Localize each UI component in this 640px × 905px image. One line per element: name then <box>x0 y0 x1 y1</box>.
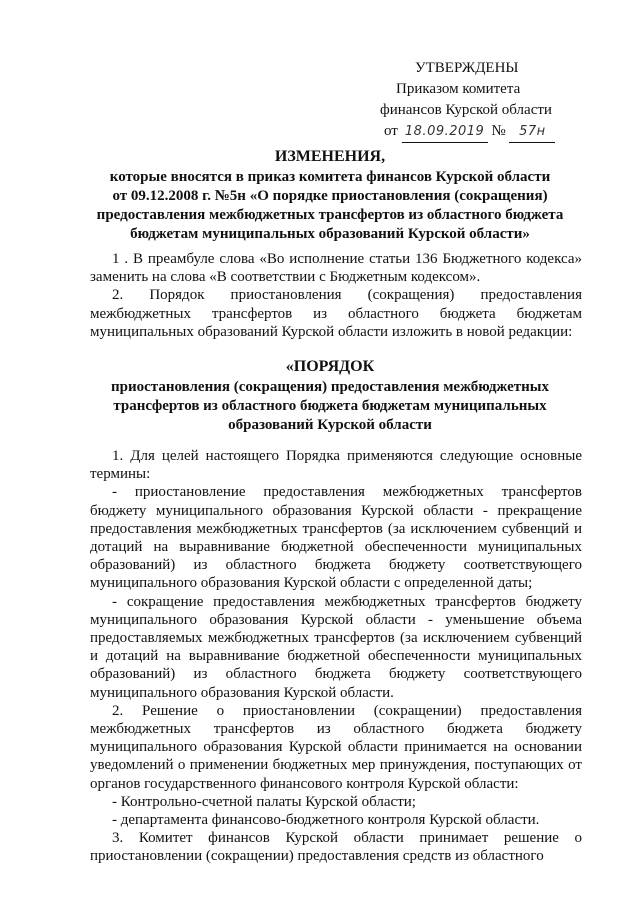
changes-subtitle-line: предоставления межбюджетных трансфертов из областного бюджета <box>96 207 564 223</box>
body-paragraph: 3. Комитет финансов Курской области принимает решение о приостановлении (сокращении) предоставления средств из областного <box>90 830 582 865</box>
body-paragraph: 1. Для целей настоящего Порядка применяются следующие основные термины: <box>90 448 582 483</box>
changes-subtitle-line: бюджетам муниципальных образований Курской области» <box>130 226 530 242</box>
handwritten-date: 18.09.2019 <box>402 121 488 143</box>
order-subtitle-line: образований Курской области <box>228 417 432 433</box>
changes-subtitle-line: которые вносятся в приказ комитета финансов Курской области <box>109 169 551 185</box>
order-subtitle <box>60 378 600 435</box>
from-label: от <box>384 123 398 139</box>
changes-subtitle-line: от 09.12.2008 г. №5н «О порядке приостановления (сокращения) <box>112 188 548 204</box>
number-label: № <box>491 123 506 139</box>
intro-paragraph-2: 2. Порядок приостановления (сокращения) предоставления межбюджетных трансфертов из областного бюджета бюджетам муниципальных образований Курской области изложить в новой редакции: <box>90 287 582 340</box>
approved-date-number <box>370 121 590 143</box>
approval-stamp-block <box>370 58 590 143</box>
order-body <box>90 447 582 866</box>
approved-by-order: Приказом комитета <box>396 81 521 97</box>
body-paragraph: 2. Решение о приостановлении (сокращении) предоставления межбюджетных трансфертов из областного бюджета бюджету муниципального образования Курской области принимается на основании уведомлений о применении бюджетных мер принуждения, поступающих от органов государственного финансового контроля Курской области: <box>90 702 582 792</box>
body-paragraph: - Контрольно-счетной палаты Курской области; <box>112 793 416 810</box>
changes-title: ИЗМЕНЕНИЯ, <box>274 148 386 165</box>
order-title: «ПОРЯДОК <box>285 358 375 375</box>
order-subtitle-line: трансфертов из областного бюджета бюджетам муниципальных <box>113 398 547 414</box>
body-paragraph: - сокращение предоставления межбюджетных трансфертов бюджету муниципального образования Курской области - уменьшение объема предоставляемых межбюджетных трансфертов (за исключением субвенций и дотаций на выравнивание бюджетной обеспеченности муниципальных образований) из областного бюджета бюджету соответствующего муниципального образования Курской области. <box>90 593 582 701</box>
body-paragraph: - департамента финансово-бюджетного контроля Курской области. <box>112 812 540 829</box>
intro-paragraph-1: 1 . В преамбуле слова «Во исполнение статьи 136 Бюджетного кодекса» заменить на слова «В соответствии с Бюджетным кодексом». <box>90 251 582 286</box>
order-subtitle-line: приостановления (сокращения) предоставления межбюджетных <box>110 379 549 395</box>
approved-label: УТВЕРЖДЕНЫ <box>415 60 519 76</box>
approved-committee: финансов Курской области <box>380 102 552 118</box>
intro-section <box>90 250 582 341</box>
body-paragraph: - приостановление предоставления межбюджетных трансфертов бюджету муниципального образования Курской области - прекращение предоставления межбюджетных трансфертов (за исключением субвенций и дотаций на выравнивание бюджетной обеспеченности муниципальных образований) из областного бюджета бюджету соответствующего муниципального образования Курской области с определенной даты; <box>90 484 582 592</box>
handwritten-number: 57н <box>509 121 555 143</box>
changes-subtitle <box>60 168 600 244</box>
